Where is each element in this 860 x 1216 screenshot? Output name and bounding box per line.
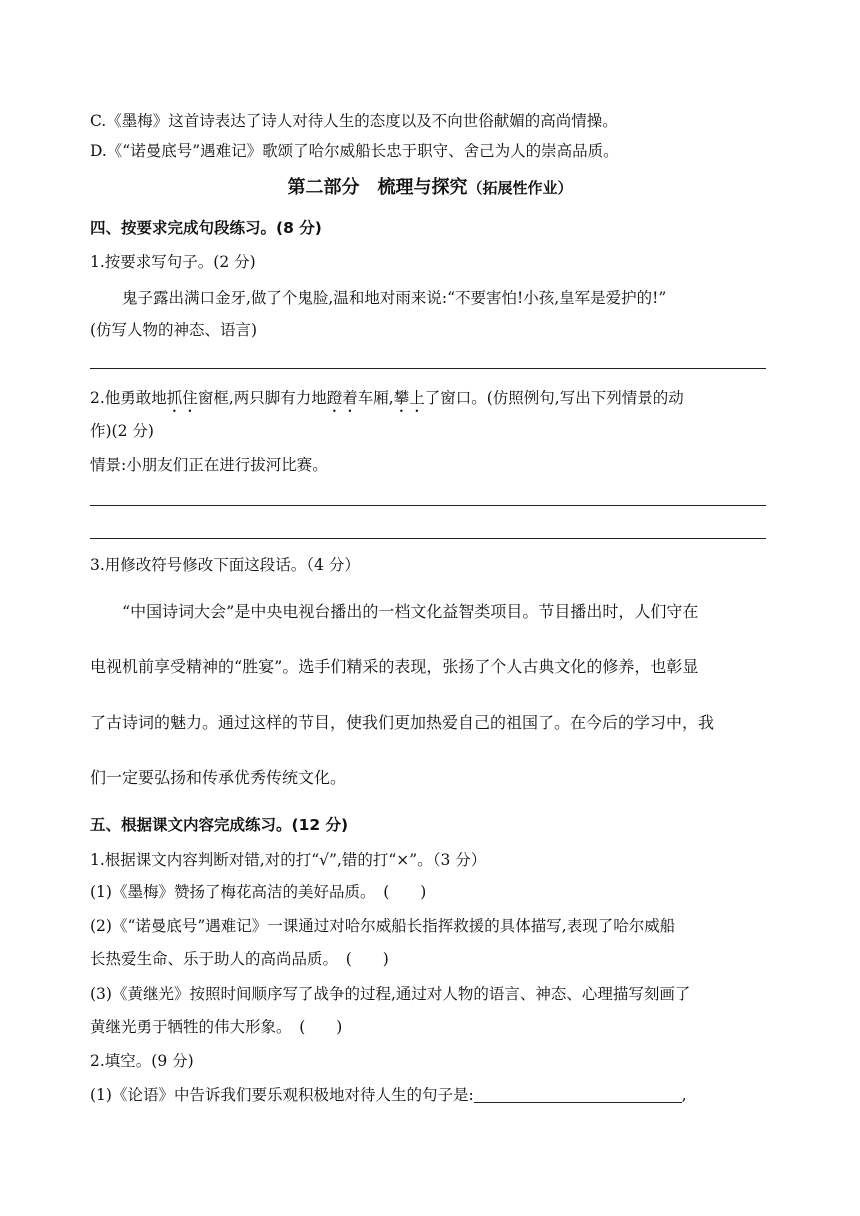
- q2-text-3: 车厢,: [357, 389, 394, 407]
- answer-line[interactable]: [90, 505, 766, 506]
- sec4-q3-line2: 电视机前享受精神的“胜宴”。选手们精采的表现，张扬了个人古典文化的修养，也彰显: [90, 657, 699, 676]
- sec5-q1-item1: (1)《墨梅》赞扬了梅花高洁的美好品质。 ( ): [90, 883, 427, 901]
- q2-verb-1: 抓住: [166, 389, 198, 407]
- q2-verb-3: 攀上: [393, 389, 425, 407]
- sec5-q1-item2a: (2)《“诺曼底号”遇难记》一课通过对哈尔威船长指挥救援的具体描写,表现了哈尔威船: [90, 917, 676, 935]
- sec4-q3-line1: “中国诗词大会”是中央电视台播出的一档文化益智类项目。节目播出时，人们守在: [122, 602, 699, 621]
- sec4-q2-line2: 作)(2 分): [90, 422, 154, 440]
- sec5-q2-item1-tail: ,: [681, 1086, 687, 1104]
- fill-blank[interactable]: [474, 1086, 682, 1103]
- sec5-q1-label: 1.根据课文内容判断对错,对的打“√”,错的打“×”。（3 分）: [90, 851, 487, 869]
- q2-text-1: 2.他勇敢地: [90, 389, 167, 407]
- sec5-q1-item3a: (3)《黄继光》按照时间顺序写了战争的过程,通过对人物的语言、神态、心理描写刻画了: [90, 985, 691, 1003]
- part2-sub: （拓展性作业）: [467, 179, 573, 197]
- sec4-q1-text: 鬼子露出满口金牙,做了个鬼脸,温和地对雨来说:“不要害怕!小孩,皇军是爱护的!”: [122, 289, 667, 307]
- answer-line[interactable]: [90, 538, 766, 539]
- sec4-q1-hint: (仿写人物的神态、语言): [90, 321, 258, 339]
- sec4-q2-scene: 情景:小朋友们正在进行拔河比赛。: [90, 456, 328, 474]
- sec5-q2-item1-text: (1)《论语》中告诉我们要乐观积极地对待人生的句子是:: [90, 1086, 474, 1104]
- sec5-heading: 五、根据课文内容完成练习。(12 分): [90, 816, 349, 834]
- sec5-q1-item3b: 黄继光勇于牺牲的伟大形象。 ( ): [90, 1018, 343, 1036]
- q2-text-4: 了窗口。(仿照例句,写出下列情景的动: [424, 389, 684, 407]
- sec4-q2-line1: [90, 388, 684, 416]
- sec5-q2-label: 2.填空。(9 分): [90, 1052, 194, 1070]
- answer-line[interactable]: [90, 368, 766, 369]
- sec5-q1-item2b: 长热爱生命、乐于助人的高尚品质。 ( ): [90, 950, 389, 968]
- part2-title: [0, 176, 860, 200]
- sec4-q3-line4: 们一定要弘扬和传承优秀传统文化。: [90, 768, 347, 787]
- part2-main: 第二部分 梳理与探究: [287, 177, 468, 198]
- sec5-q2-item1: [90, 1085, 687, 1105]
- q2-text-2: 窗框,两只脚有力地: [197, 389, 327, 407]
- option-d: D.《“诺曼底号”遇难记》歌颂了哈尔威船长忠于职守、舍己为人的崇高品质。: [90, 142, 619, 160]
- sec4-q1-label: 1.按要求写句子。(2 分): [90, 253, 256, 271]
- sec4-q3-line3: 了古诗词的魅力。通过这样的节目，使我们更加热爱自己的祖国了。在今后的学习中，我: [90, 713, 715, 732]
- sec4-q3-label: 3.用修改符号修改下面这段话。（4 分）: [90, 556, 360, 574]
- sec4-heading: 四、按要求完成句段练习。(8 分): [90, 219, 322, 237]
- q2-verb-2: 蹬着: [326, 389, 358, 407]
- option-c: C.《墨梅》这首诗表达了诗人对待人生的态度以及不向世俗献媚的高尚情操。: [90, 112, 618, 130]
